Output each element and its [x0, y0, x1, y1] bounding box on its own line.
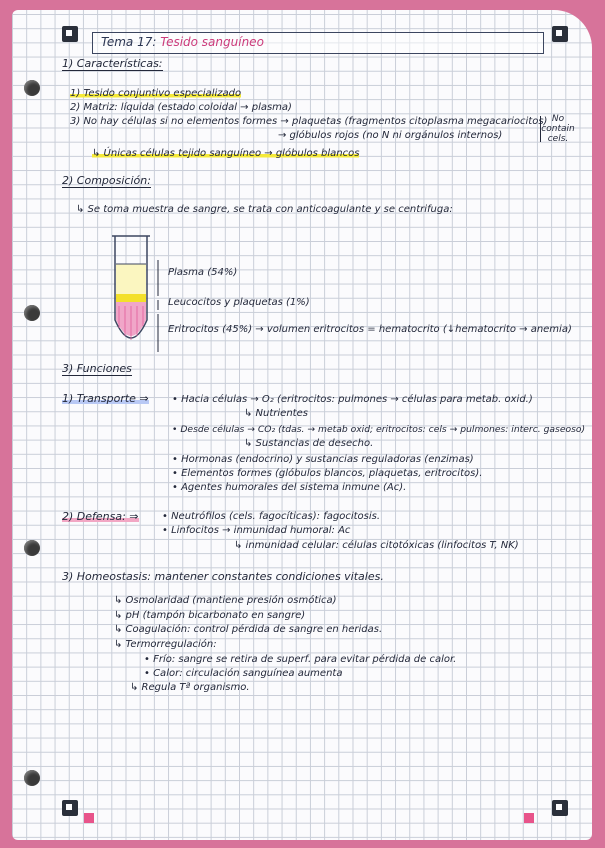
defensa-label: 2) Defensa: ⇒	[62, 510, 139, 523]
page-title	[101, 35, 264, 49]
s1-item-3b: → glóbulos rojos (no N ni orgánulos internos)	[278, 130, 503, 141]
transporte-line-6: • Elementos formes (glóbulos blancos, plaquetas, eritrocitos).	[172, 468, 483, 479]
section3-heading: 3) Funciones	[62, 362, 132, 375]
s1-item-1: 1) Tesido conjuntivo especializado	[70, 88, 242, 99]
title-box	[92, 32, 544, 54]
layer-leucocitos: Leucocitos y plaquetas (1%)	[168, 297, 310, 308]
layer-eritrocitos: Eritrocitos (45%) → volumen eritrocitos = hematocrito (↓hematocrito → anemia)	[168, 324, 572, 335]
side-note: No contain cels.	[541, 114, 575, 144]
defensa-line-1: • Neutrófilos (cels. fagocíticas): fagocitosis.	[162, 511, 381, 522]
transporte-line-1: • Hacia células → O₂ (eritrocitos: pulmones → células para metab. oxid.)	[172, 394, 533, 405]
section1-heading: 1) Características:	[62, 57, 163, 70]
defensa-line-3: ↳ inmunidad celular: células citotóxicas (linfocitos T, NK)	[234, 540, 519, 551]
corner-mark-top-right	[552, 26, 568, 42]
corner-mark-bottom-left	[62, 800, 78, 816]
section2-heading: 2) Composición:	[62, 174, 151, 187]
corner-mark-bottom-right	[552, 800, 568, 816]
homeo-line-3: ↳ Coagulación: control pérdida de sangre en heridas.	[114, 624, 383, 635]
transporte-line-2: ↳ Nutrientes	[244, 408, 308, 419]
binder-ring-1	[24, 80, 40, 96]
layer-plasma: Plasma (54%)	[168, 267, 238, 278]
s1-item-4: ↳ Únicas células tejido sanguíneo → glóbulos blancos	[92, 148, 360, 159]
s1-item-2: 2) Matriz: líquida (estado coloidal → plasma)	[70, 102, 292, 113]
pink-square-bottom-right	[524, 813, 534, 823]
homeostasis-label: 3) Homeostasis: mantener constantes condiciones vitales.	[62, 570, 384, 583]
homeo-line-4: ↳ Termorregulación:	[114, 639, 217, 650]
transporte-line-4: ↳ Sustancias de desecho.	[244, 438, 374, 449]
transporte-line-3: • Desde células → CO₂ (tdas. → metab oxid; eritrocitos: cels → pulmones: interc. gaseoso)	[172, 424, 586, 435]
corner-mark-top-left	[62, 26, 78, 42]
homeo-line-7: ↳ Regula Tª organismo.	[130, 682, 250, 693]
binder-ring-4	[24, 770, 40, 786]
homeo-line-1: ↳ Osmolaridad (mantiene presión osmótica)	[114, 595, 337, 606]
transporte-line-5: • Hormonas (endocrino) y sustancias reguladoras (enzimas)	[172, 454, 474, 465]
defensa-line-2: • Linfocitos → inmunidad humoral: Ac	[162, 525, 351, 536]
transporte-line-7: • Agentes humorales del sistema inmune (Ac).	[172, 482, 407, 493]
binder-ring-3	[24, 540, 40, 556]
s1-item-3: 3) No hay células si no elementos formes → plaquetas (fragmentos citoplasma megacariocitos)	[70, 116, 548, 127]
homeo-line-2: ↳ pH (tampón bicarbonato en sangre)	[114, 610, 306, 621]
transporte-label: 1) Transporte ⇒	[62, 392, 149, 405]
pink-square-bottom-left	[84, 813, 94, 823]
tube-brackets	[152, 258, 166, 358]
s2-intro: ↳ Se toma muestra de sangre, se trata con anticoagulante y se centrifuga:	[76, 204, 453, 215]
title-prefix: Tema 17:	[101, 35, 161, 49]
title-main: Tesido sanguíneo	[160, 35, 264, 49]
notebook-page	[12, 10, 592, 840]
homeo-line-5: • Frío: sangre se retira de superf. para evitar pérdida de calor.	[144, 654, 457, 665]
binder-ring-2	[24, 305, 40, 321]
homeo-line-6: • Calor: circulación sanguínea aumenta	[144, 668, 343, 679]
